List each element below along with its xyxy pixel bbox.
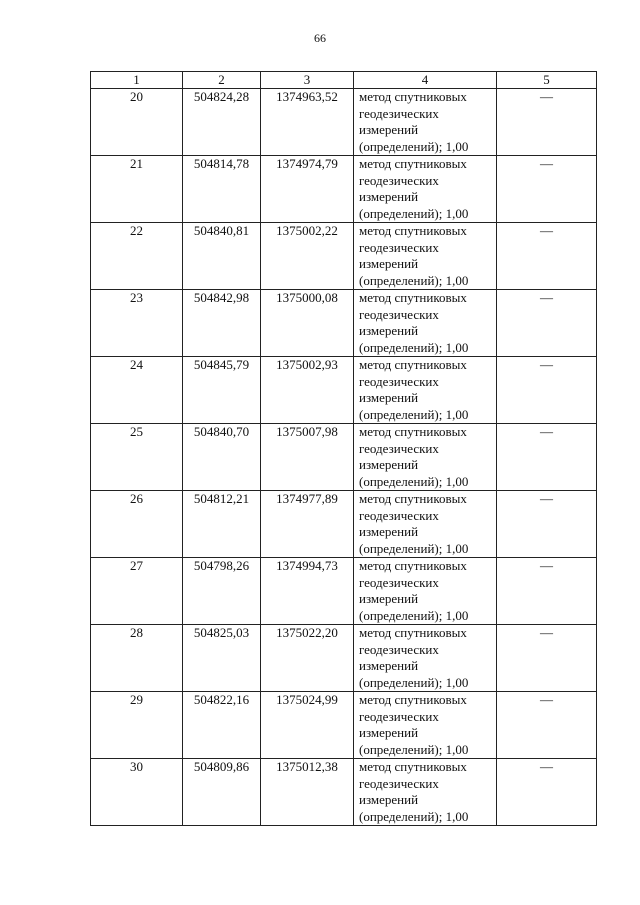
header-cell-5: 5 <box>497 72 597 89</box>
method-line: (определений); 1,00 <box>359 741 469 757</box>
point-number-cell: 21 <box>91 156 183 223</box>
method-line: (определений); 1,00 <box>359 205 469 221</box>
method-cell <box>354 424 497 491</box>
method-cell <box>354 692 497 759</box>
method-line: (определений); 1,00 <box>359 674 469 690</box>
table-row <box>91 759 597 826</box>
table-row <box>91 156 597 223</box>
method-line: геодезических <box>359 775 439 791</box>
point-number-cell: 22 <box>91 223 183 290</box>
method-line: (определений); 1,00 <box>359 138 469 154</box>
method-line: измерений <box>359 122 419 137</box>
page-number: 66 <box>314 31 326 45</box>
method-line: метод спутниковых <box>359 491 467 506</box>
y-coordinate-cell: 1374994,73 <box>261 558 354 625</box>
table-row <box>91 491 597 558</box>
method-line: геодезических <box>359 172 439 188</box>
method-line: геодезических <box>359 239 439 255</box>
table-row <box>91 625 597 692</box>
header-cell-3: 3 <box>261 72 354 89</box>
dash-cell: — <box>497 89 597 156</box>
point-number-cell: 27 <box>91 558 183 625</box>
method-line: геодезических <box>359 306 439 322</box>
method-line: (определений); 1,00 <box>359 272 469 288</box>
dash-cell: — <box>497 491 597 558</box>
point-number-cell: 25 <box>91 424 183 491</box>
point-number-cell: 23 <box>91 290 183 357</box>
dash-cell: — <box>497 558 597 625</box>
method-line: измерений <box>359 792 419 807</box>
method-line: измерений <box>359 725 419 740</box>
x-coordinate-cell: 504798,26 <box>183 558 261 625</box>
method-cell <box>354 223 497 290</box>
table-row <box>91 357 597 424</box>
dash-cell: — <box>497 357 597 424</box>
y-coordinate-cell: 1374977,89 <box>261 491 354 558</box>
method-cell <box>354 491 497 558</box>
table-row <box>91 424 597 491</box>
method-cell <box>354 625 497 692</box>
table-row <box>91 290 597 357</box>
y-coordinate-cell: 1375002,22 <box>261 223 354 290</box>
method-line: (определений); 1,00 <box>359 540 469 556</box>
point-number-cell: 28 <box>91 625 183 692</box>
x-coordinate-cell: 504814,78 <box>183 156 261 223</box>
table-row <box>91 692 597 759</box>
method-line: метод спутниковых <box>359 89 467 104</box>
method-line: измерений <box>359 256 419 271</box>
x-coordinate-cell: 504812,21 <box>183 491 261 558</box>
point-number-cell: 20 <box>91 89 183 156</box>
table-row <box>91 558 597 625</box>
method-line: метод спутниковых <box>359 223 467 238</box>
method-line: метод спутниковых <box>359 357 467 372</box>
method-cell <box>354 89 497 156</box>
y-coordinate-cell: 1375024,99 <box>261 692 354 759</box>
method-line: геодезических <box>359 105 439 121</box>
x-coordinate-cell: 504825,03 <box>183 625 261 692</box>
method-line: геодезических <box>359 507 439 523</box>
header-cell-1: 1 <box>91 72 183 89</box>
dash-cell: — <box>497 692 597 759</box>
coordinates-table <box>90 71 597 826</box>
x-coordinate-cell: 504840,81 <box>183 223 261 290</box>
method-line: метод спутниковых <box>359 156 467 171</box>
method-line: геодезических <box>359 440 439 456</box>
method-cell <box>354 357 497 424</box>
header-row <box>91 72 597 89</box>
point-number-cell: 24 <box>91 357 183 424</box>
point-number-cell: 29 <box>91 692 183 759</box>
method-cell <box>354 290 497 357</box>
method-line: измерений <box>359 189 419 204</box>
method-line: геодезических <box>359 708 439 724</box>
point-number-cell: 30 <box>91 759 183 826</box>
method-line: измерений <box>359 591 419 606</box>
method-line: (определений); 1,00 <box>359 473 469 489</box>
x-coordinate-cell: 504822,16 <box>183 692 261 759</box>
header-cell-4: 4 <box>354 72 497 89</box>
x-coordinate-cell: 504842,98 <box>183 290 261 357</box>
method-line: геодезических <box>359 641 439 657</box>
point-number-cell: 26 <box>91 491 183 558</box>
method-cell <box>354 156 497 223</box>
method-line: метод спутниковых <box>359 290 467 305</box>
method-line: метод спутниковых <box>359 558 467 573</box>
method-line: метод спутниковых <box>359 759 467 774</box>
y-coordinate-cell: 1375012,38 <box>261 759 354 826</box>
x-coordinate-cell: 504840,70 <box>183 424 261 491</box>
y-coordinate-cell: 1375007,98 <box>261 424 354 491</box>
y-coordinate-cell: 1375022,20 <box>261 625 354 692</box>
method-line: измерений <box>359 390 419 405</box>
method-line: (определений); 1,00 <box>359 339 469 355</box>
method-line: измерений <box>359 457 419 472</box>
y-coordinate-cell: 1375000,08 <box>261 290 354 357</box>
method-line: геодезических <box>359 574 439 590</box>
method-cell <box>354 759 497 826</box>
dash-cell: — <box>497 759 597 826</box>
table-row <box>91 89 597 156</box>
method-line: метод спутниковых <box>359 424 467 439</box>
method-line: измерений <box>359 658 419 673</box>
dash-cell: — <box>497 223 597 290</box>
table-row <box>91 223 597 290</box>
method-line: (определений); 1,00 <box>359 406 469 422</box>
table-body <box>91 89 597 826</box>
y-coordinate-cell: 1374963,52 <box>261 89 354 156</box>
y-coordinate-cell: 1375002,93 <box>261 357 354 424</box>
method-line: (определений); 1,00 <box>359 607 469 623</box>
header-cell-2: 2 <box>183 72 261 89</box>
dash-cell: — <box>497 424 597 491</box>
x-coordinate-cell: 504845,79 <box>183 357 261 424</box>
dash-cell: — <box>497 625 597 692</box>
method-line: измерений <box>359 323 419 338</box>
dash-cell: — <box>497 156 597 223</box>
method-line: геодезических <box>359 373 439 389</box>
method-line: метод спутниковых <box>359 625 467 640</box>
method-line: метод спутниковых <box>359 692 467 707</box>
method-cell <box>354 558 497 625</box>
x-coordinate-cell: 504809,86 <box>183 759 261 826</box>
method-line: (определений); 1,00 <box>359 808 469 824</box>
x-coordinate-cell: 504824,28 <box>183 89 261 156</box>
y-coordinate-cell: 1374974,79 <box>261 156 354 223</box>
dash-cell: — <box>497 290 597 357</box>
method-line: измерений <box>359 524 419 539</box>
